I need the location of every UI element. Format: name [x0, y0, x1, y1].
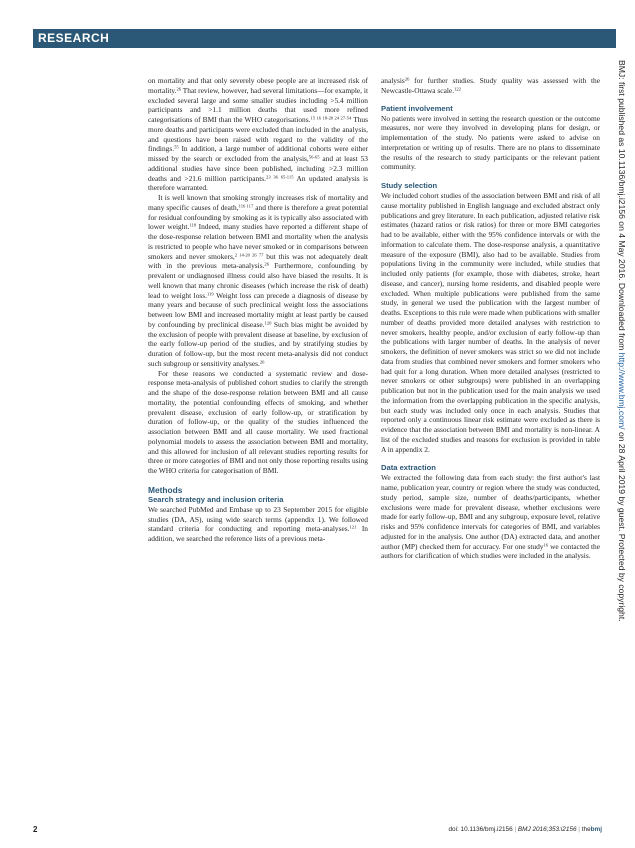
- search-strategy-paragraph: We searched PubMed and Embase up to 23 September 2015 for eligible studies (DA, AS), using wide search terms (appendix 1). We followed standard criteria for conducting and reporting meta-analyses.$^{121}$ In addition, we searched the reference lists of a previous meta-: [148, 504, 368, 543]
- section-label: RESEARCH: [38, 31, 110, 45]
- citation-ref: 122: [454, 86, 461, 92]
- study-selection-paragraph: We included cohort studies of the association between BMI and risk of all cause mortality published in English language and excluded abstract only publications and grey literature. In each publication, adjusted relative risk estimates (hazard ratios or risk ratios) for three or more BMI categories had to be available, either with the 95% confidence intervals or with the information to calculate them. The dose-response analysis, a quantitative measure of the exposure (BMI), also had to be available. Studies from populations living in the community were included, while studies that included only patients (for example, those with diabetes, stroke, heart disease, and cancer), nursing home residents, and disabled people were excluded. When multiple publications were published from the same study, in general we used the publication with the largest number of deaths. Exceptions to this rule were made when publications with smaller number of deaths provided more detailed analyses with restriction to never smokers, healthy people, and/or exclusion of early follow-up than the publications with larger number of deaths. In the analysis of never smokers, the definition of never smokers was strict so we did not include data from studies that combined never smokers and former smokers who had quit for a long duration. When more detailed analyses (restricted to never smokers or other subgroups) were published in an overlapping publication but not in the publication used for the main analysis we used the information from the overlapping publication in the specific analysis, but each study was included only once in each analysis. Studies that reported only a continuous linear risk estimate were excluded as there is evidence that the association between BMI and mortality is non-linear. A list of the excluded studies and reasons for exclusion is provided in table A in appendix 2.: [381, 191, 600, 454]
- patient-involvement-heading: Patient involvement: [381, 103, 453, 113]
- search-strategy-heading: Search strategy and inclusion criteria: [148, 494, 284, 504]
- patient-involvement-paragraph: No patients were involved in setting the research question or the outcome measures, nor were they involved in developing plans for design, or implementation of the study. No patients were asked to advise on interpretation or writing up of results. There are no plans to disseminate the results of the research to study participants or the relevant patient community.: [381, 113, 600, 172]
- doi-text: doi: 10.1136/bmj.i2156: [448, 826, 513, 833]
- citation-ref: 26: [259, 359, 265, 365]
- bmj-site-link[interactable]: http://www.bmj.com/: [617, 352, 627, 430]
- citation-ref: 116 117: [238, 203, 254, 209]
- citation-ref: 118: [189, 222, 197, 228]
- bmj-logo: bmj: [590, 826, 602, 833]
- intro-paragraph-1: on mortality and that only severely obese people are at increased risk of mortality.$^{26}$ That review, however, had several limitations—for example, it excluded several large and some smaller studies including >5.4 million participants and >1.1 million deaths that used more refined categorisations of BMI than the WHO categorisations.$^{15 16 18-20 24 27-54}$ Thus more deaths and participants were excluded than included in the analysis, and questions have been raised with regard to the validity of the findings.$^{55}$ In addition, a large number of additional cohorts were either missed by the search or excluded from the analysis,$^{56-65}$ and at least 53 additional studies have since been published, including >2.3 million deaths and >21.6 million participants.$^{23 36 65-115}$ An updated analysis is therefore warranted.: [148, 76, 369, 193]
- citation-ref: 119: [207, 290, 214, 296]
- citation-ref: 15 16 18-20 24 27-54: [310, 115, 352, 121]
- citation-ref: 120: [264, 320, 272, 326]
- citation-ref: 56-65: [308, 154, 320, 160]
- intro-paragraph-2: It is well known that smoking strongly increases risk of mortality and many specific causes of death,$^{116 117}$ and there is therefore a great potential for residual confounding by smoking as it is typically also associated with lower weight.$^{118}$ Indeed, many studies have reported a different shape of the dose-response relation between BMI and mortality when the analysis is restricted to people who have never smoked or in comparisons between smokers and never smokers,$^{2 14-20 26 77}$ but this was not adequately dealt with in the previous meta-analysis.$^{26}$ Furthermore, confounding by prevalent or undiagnosed illness could also have biased the results. It is well known that many chronic diseases (which increase the risk of death) lead to weight loss.$^{119}$ Weight loss can precede a diagnosis of disease by many years and because of such preclinical weight loss the associations between low BMI and increased mortality might at least partly be caused by confounding by preclinical disease.$^{120}$ Such bias might be avoided by the exclusion of people with prevalent disease at baseline, by exclusion of the early follow-up period of the studies, and by stratifying studies by duration of follow-up, but the most recent meta-analysis did not conduct such subgroup or sensitivity analyses.$^{26}$: [148, 193, 369, 368]
- section-banner: [33, 29, 616, 48]
- citation-ref: 23 36 65-115: [266, 173, 294, 179]
- citation-ref: 55: [174, 144, 179, 150]
- quality-paragraph: analysis$^{26}$ for further studies. Study quality was assessed with the Newcastle-Ottawa scale.$^{122}$: [381, 76, 600, 95]
- citation-ref: 26: [264, 261, 270, 267]
- citation-ref: 26: [404, 76, 410, 82]
- page-footer: doi: 10.1136/bmj.i2156 | BMJ 2016;353:i2156 | thebmj: [448, 826, 602, 833]
- citation-ref: 2 14-20 26 77: [234, 251, 264, 257]
- data-extraction-heading: Data extraction: [381, 463, 436, 473]
- page-number: 2: [33, 825, 38, 834]
- citation-ref: 16: [543, 541, 549, 547]
- methods-heading: Methods: [148, 484, 183, 495]
- study-selection-heading: Study selection: [381, 181, 438, 190]
- side-copyright-notice: BMJ: first published as 10.1136/bmj.i2156 on 4 May 2016. Downloaded from http://www.bmj.com/ on 28 April 2019 by guest. Protected by copyright.: [617, 60, 627, 622]
- left-column: [148, 76, 368, 544]
- intro-paragraph-3: For these reasons we conducted a systematic review and dose-response meta-analysis of published cohort studies to clarify the strength and the shape of the dose-response relation between BMI and all cause mortality, the potential confounding effects of smoking, and whether prevalent disease, exclusion of early follow-up, or stratification by duration of follow-up, or the quality of the studies influenced the association between BMI and all cause mortality. We used fractional polynomial models to assess the association between BMI and mortality, and this allowed for inclusion of all relevant studies reporting results for three or more categories of BMI and not only those reporting results using the WHO criteria for categorisation of BMI.: [148, 368, 368, 475]
- data-extraction-paragraph: We extracted the following data from each study: the first author's last name, publication year, country or region where the study was conducted, study period, sample size, number of deaths/participants, whether exclusions were made for prevalent disease, whether exclusions were made for early follow-up, BMI and any subgroup, exposure level, relative risks and 95% confidence intervals for categories of BMI, and variables adjusted for in the analysis. One author (DA) extracted data, and another author (MP) checked them for accuracy. For one study$^{16}$ we contacted the authors for clarification of which studies were included in the analysis.: [381, 473, 600, 561]
- journal-citation: BMJ 2016;353:i2156: [517, 826, 577, 833]
- citation-ref: 26: [176, 86, 182, 92]
- citation-ref: 121: [349, 524, 357, 530]
- right-column: [381, 76, 600, 561]
